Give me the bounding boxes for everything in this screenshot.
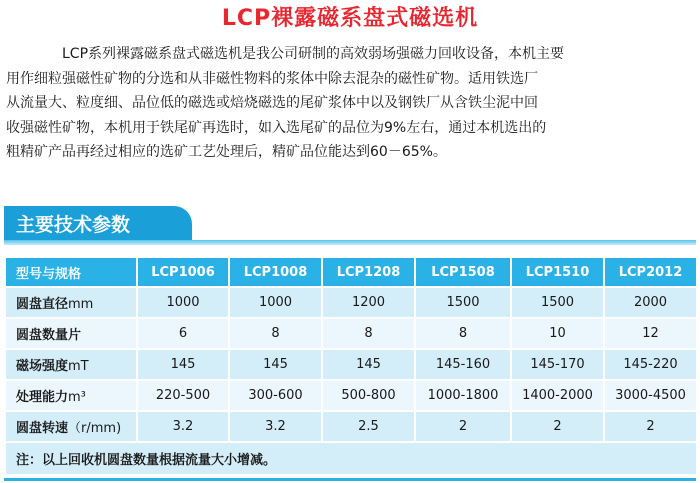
table-cell: 145-220 [604, 349, 697, 380]
header-cell: LCP1008 [229, 257, 322, 287]
table-cell: 8 [415, 318, 511, 349]
table-cell: 1000-1800 [415, 380, 511, 411]
section-underline [4, 240, 696, 245]
table-cell: 2 [415, 411, 511, 442]
table-note: 注：以上回收机圆盘数量根据流量大小增减。 [5, 442, 697, 475]
table-row [5, 349, 697, 380]
row-label-unit: mm [68, 297, 94, 312]
row-label-unit: （r/mm) [68, 421, 122, 436]
row-label-unit: m³ [68, 390, 86, 405]
intro-line: 收强磁性矿物，本机用于铁尾矿再选时，如入选尾矿的品位为9%左右，通过本机选出的 [6, 119, 547, 136]
section-title: 主要技术参数 [16, 214, 131, 236]
table-row [5, 287, 697, 318]
row-label [5, 380, 137, 411]
row-label [5, 318, 137, 349]
header-cell: LCP1208 [322, 257, 415, 287]
table-cell: 1200 [322, 287, 415, 318]
table-cell: 145-170 [511, 349, 604, 380]
table-cell: 8 [229, 318, 322, 349]
table-cell: 2.5 [322, 411, 415, 442]
table-cell: 6 [137, 318, 229, 349]
table-row [5, 318, 697, 349]
intro-line: 粗精矿产品再经过相应的选矿工艺处理后，精矿品位能达到60－65%。 [6, 144, 447, 161]
table-cell: 2 [511, 411, 604, 442]
table-cell: 1400-2000 [511, 380, 604, 411]
table-cell: 3.2 [137, 411, 229, 442]
header-cell: LCP2012 [604, 257, 697, 287]
intro-line: LCP系列裸露磁系盘式磁选机是我公司研制的高效弱场强磁力回收设备，本机主要 [62, 46, 565, 62]
table-cell: 2 [604, 411, 697, 442]
spec-table [4, 256, 698, 476]
header-cell: 型号与规格 [5, 257, 137, 287]
table-cell: 145 [322, 349, 415, 380]
table-cell: 8 [322, 318, 415, 349]
header-cell: LCP1510 [511, 257, 604, 287]
row-label-text: 圆盘直径 [16, 297, 69, 312]
table-cell: 3.2 [229, 411, 322, 442]
table-cell: 145-160 [415, 349, 511, 380]
section-header [4, 206, 696, 246]
table-header-row [5, 257, 697, 287]
table-cell: 2000 [604, 287, 697, 318]
table-row [5, 380, 697, 411]
row-label-text: 圆盘数量片 [16, 328, 82, 343]
intro-line: 用作细粒强磁性矿物的分选和从非磁性物料的浆体中除去混杂的磁性矿物。适用铁选厂 [6, 70, 538, 87]
intro-line: 从流量大、粒度细、品位低的磁选或焙烧磁选的尾矿浆体中以及钢铁厂从含铁尘泥中回 [6, 95, 538, 112]
bottom-rule [4, 478, 696, 481]
row-label-unit: mT [68, 359, 89, 374]
table-cell: 500-800 [322, 380, 415, 411]
table-cell: 3000-4500 [604, 380, 697, 411]
table-cell: 10 [511, 318, 604, 349]
table-cell: 145 [137, 349, 229, 380]
table-cell: 300-600 [229, 380, 322, 411]
row-label [5, 349, 137, 380]
table-cell: 145 [229, 349, 322, 380]
table-cell: 1000 [229, 287, 322, 318]
table-row [5, 411, 697, 442]
intro-paragraph [6, 42, 674, 165]
row-label-text: 磁场强度 [16, 359, 69, 374]
page-title: LCP裸露磁系盘式磁选机 [221, 6, 479, 31]
table-cell: 220-500 [137, 380, 229, 411]
table-cell: 1500 [415, 287, 511, 318]
table-cell: 1000 [137, 287, 229, 318]
table-cell: 12 [604, 318, 697, 349]
row-label-text: 圆盘转速 [16, 421, 69, 436]
row-label [5, 411, 137, 442]
table-note-row [5, 442, 697, 475]
table-cell: 1500 [511, 287, 604, 318]
header-cell: LCP1006 [137, 257, 229, 287]
row-label-text: 处理能力 [16, 390, 69, 405]
header-cell: LCP1508 [415, 257, 511, 287]
row-label [5, 287, 137, 318]
